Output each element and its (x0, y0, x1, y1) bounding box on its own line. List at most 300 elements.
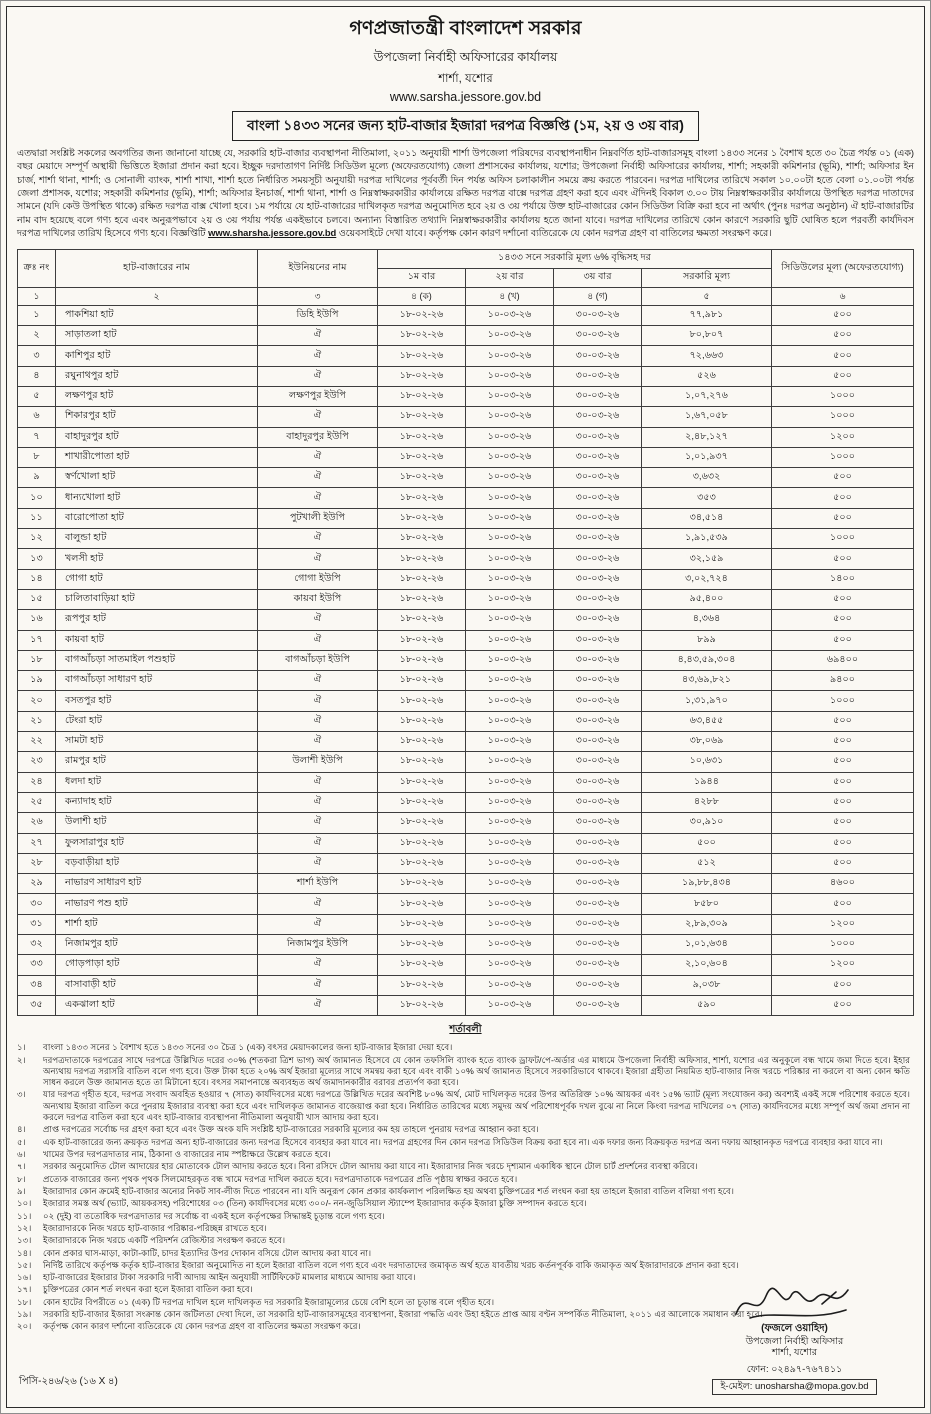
table-row (18, 569, 914, 589)
term-text: ইজারাদারকে নিজ খরচে হাট-বাজার পরিষ্কার-পরিচ্ছন্ন রাখতে হবে। (43, 1222, 267, 1233)
table-cell: ঐ (258, 995, 378, 1015)
phone-number: ফোন: ০২৪৯৭-৭৬৭৪১১ (746, 1364, 843, 1376)
table-cell: স্বর্ণখোলা হাট (56, 468, 258, 488)
table-cell: ৩৪,৫১৪ (642, 508, 772, 528)
index-cell: ৬ (772, 287, 914, 305)
table-cell: পাকশিয়া হাট (56, 305, 258, 325)
table-cell: ১৮-০২-২৬ (378, 366, 466, 386)
table-cell: ৭২,৬৬৩ (642, 346, 772, 366)
term-number: ১০। (17, 1198, 32, 1209)
table-cell: ৬৩,৪৫৫ (642, 711, 772, 731)
table-row (18, 671, 914, 691)
term-item (17, 1089, 914, 1123)
table-cell: ৩১ (18, 914, 56, 934)
table-cell: ১০,৬৩১ (642, 752, 772, 772)
table-cell: বাগআঁচড়া সাধারণ হাট (56, 671, 258, 691)
term-number: ১৮। (17, 1296, 32, 1307)
table-cell: চালিতাবাড়িয়া হাট (56, 589, 258, 609)
table-cell: ১০-০৩-২৬ (466, 711, 554, 731)
term-item (17, 1186, 914, 1197)
table-row (18, 691, 914, 711)
term-text: নির্দিষ্ট তারিখে কর্তৃপক্ষ কর্তৃক হাট-বাজার ইজারা অনুমোদিত না হলে ইজারা বাতিল বলে গণ্য হবে এবং দরদাতাদের জমাকৃত অর্থ হতে যাবতীয় খরচ কর্তনপূর্বক বাকি জমাকৃত অর্থ ইজারাদারকে প্রদান করা হবে। (43, 1259, 739, 1270)
table-cell: ১০-০৩-২৬ (466, 468, 554, 488)
table-cell: ৪ (18, 366, 56, 386)
table-row (18, 427, 914, 447)
table-cell: ১০০০ (772, 935, 914, 955)
table-cell: ২,৮৯,৩০৯ (642, 914, 772, 934)
term-text: ০২ (দুই) বা ততোধিক দরপত্রদাতার দর সর্বোচ্চ বা একই হলে কর্তৃপক্ষের সিদ্ধান্তই চূড়ান্ত বলে গণ্য হবে। (43, 1210, 385, 1221)
index-cell: ১ (18, 287, 56, 305)
table-cell: কাশিপুর হাট (56, 346, 258, 366)
table-cell: ডিহি ইউপি (258, 305, 378, 325)
table-cell: ১৮-০২-২৬ (378, 508, 466, 528)
table-cell: ১ (18, 305, 56, 325)
table-cell: ঐ (258, 326, 378, 346)
signatory-designation: উপজেলা নির্বাহী অফিসার (745, 1335, 844, 1347)
table-cell: ৫০০ (642, 833, 772, 853)
term-text: কোন হাটের বিপরীতে ০১ (এক) টি দরপত্র দাখিল হলে দাখিলকৃত দর সরকারি ইজারামূল্যের চেয়ে বেশি হলে তা চূড়ান্ত বলে গৃহীত হবে। (43, 1296, 495, 1307)
table-cell: ১৪০০ (772, 569, 914, 589)
table-cell: ১,০১,৯৩৭ (642, 447, 772, 467)
tender-table (17, 249, 914, 1016)
table-cell: গোড়পাড়া হাট (56, 955, 258, 975)
table-row (18, 732, 914, 752)
table-cell: ২৬ (18, 813, 56, 833)
table-cell: রঘুনাথপুর হাট (56, 366, 258, 386)
table-cell: ৫০০ (772, 995, 914, 1015)
table-cell: ৩০,৯১০ (642, 813, 772, 833)
table-row (18, 305, 914, 325)
term-number: ১৫। (17, 1259, 32, 1270)
table-cell: ১০-০৩-২৬ (466, 549, 554, 569)
table-cell: ১৮-০২-২৬ (378, 874, 466, 894)
term-item (17, 1211, 914, 1222)
table-cell: ৫ (18, 386, 56, 406)
table-row (18, 589, 914, 609)
term-number: ১৯। (17, 1309, 32, 1320)
tender-table-body (18, 305, 914, 1015)
table-cell: ৪৩,৬৯,৮২১ (642, 671, 772, 691)
table-cell: ১০-০৩-২৬ (466, 975, 554, 995)
table-cell: ১৮-০২-২৬ (378, 427, 466, 447)
table-row (18, 488, 914, 508)
table-cell: ১৮-০২-২৬ (378, 305, 466, 325)
table-cell: ১০-০৩-২৬ (466, 366, 554, 386)
table-cell: ১৮-০২-২৬ (378, 894, 466, 914)
table-cell: ১৮-০২-২৬ (378, 407, 466, 427)
table-row (18, 813, 914, 833)
table-cell: ৩০-০৩-২৬ (554, 894, 642, 914)
index-cell: ২ (56, 287, 258, 305)
table-cell: রামপুর হাট (56, 752, 258, 772)
term-text: কর্তৃপক্ষ কোন কারণ দর্শানো ব্যতিরেকে যে কোন দরপত্র গ্রহণ বা বাতিলের ক্ষমতা সংরক্ষণ করে। (43, 1321, 361, 1332)
table-cell: ১০-০৩-২৬ (466, 732, 554, 752)
table-cell: নিজামপুর ইউপি (258, 935, 378, 955)
table-cell: ২৮ (18, 853, 56, 873)
signatory-place: শার্শা, যশোর (772, 1347, 817, 1359)
table-cell: ৩২,১৫৯ (642, 549, 772, 569)
table-cell: ৩০-০৩-২৬ (554, 955, 642, 975)
table-cell: খলসী হাট (56, 549, 258, 569)
term-item (17, 1235, 914, 1246)
table-row (18, 853, 914, 873)
table-cell: ৩০-০৩-২৬ (554, 346, 642, 366)
term-item (17, 1042, 914, 1053)
table-cell: ধান্যখোলা হাট (56, 488, 258, 508)
table-cell: ১,৯১,৫৩৯ (642, 529, 772, 549)
index-cell: ৫ (642, 287, 772, 305)
table-cell: সাড়াতলা হাট (56, 326, 258, 346)
term-item (17, 1124, 914, 1135)
term-text: প্রত্যেক বাজারের জন্য পৃথক পৃথক সিলমোহরকৃত বন্ধ খামে দরপত্র দাখিল করতে হবে। দরপত্রদাতাকে দরপত্রের প্রতি পৃষ্ঠায় স্বাক্ষর করতে হবে। (43, 1173, 518, 1184)
index-cell: ৪ (ক) (378, 287, 466, 305)
table-cell: ঐ (258, 955, 378, 975)
table-cell: ৩০-০৩-২৬ (554, 508, 642, 528)
table-cell: ১৮-০২-২৬ (378, 589, 466, 609)
table-cell: ৬ (18, 407, 56, 427)
table-row (18, 630, 914, 650)
table-cell: ৩০-০৩-২৬ (554, 589, 642, 609)
term-item (17, 1149, 914, 1160)
term-item (17, 1055, 914, 1089)
table-row (18, 833, 914, 853)
table-cell: ৪,৩৬৪ (642, 610, 772, 630)
table-cell: গোগা ইউপি (258, 569, 378, 589)
table-cell: ১০০০ (772, 447, 914, 467)
table-cell: ৩০-০৩-২৬ (554, 610, 642, 630)
table-cell: ঐ (258, 711, 378, 731)
table-row (18, 610, 914, 630)
table-row (18, 752, 914, 772)
table-cell: ৩,০২,৭২৪ (642, 569, 772, 589)
table-cell: ১৮-০২-২৬ (378, 732, 466, 752)
table-cell: ১৮-০২-২৬ (378, 386, 466, 406)
table-cell: শিকারপুর হাট (56, 407, 258, 427)
table-cell: ৮৯৯ (642, 630, 772, 650)
table-cell: ১০-০৩-২৬ (466, 792, 554, 812)
table-cell: ঐ (258, 853, 378, 873)
table-cell: বাহাদুরপুর ইউপি (258, 427, 378, 447)
table-cell: ১৮-০২-২৬ (378, 792, 466, 812)
term-item (17, 1260, 914, 1271)
table-cell: ১,৬৭,০৫৮ (642, 407, 772, 427)
table-cell: ৩০-০৩-২৬ (554, 813, 642, 833)
table-cell: ১৮-০২-২৬ (378, 914, 466, 934)
table-cell: ১০-০৩-২৬ (466, 874, 554, 894)
table-cell: ঐ (258, 671, 378, 691)
table-cell: ৩০-০৩-২৬ (554, 752, 642, 772)
table-cell: ৫২৬ (642, 366, 772, 386)
table-row (18, 549, 914, 569)
table-cell: লক্ষণপুর হাট (56, 386, 258, 406)
table-cell: ঐ (258, 610, 378, 630)
col-govt-value: সরকারি মূল্য (642, 268, 772, 287)
table-cell: ১০-০৩-২৬ (466, 894, 554, 914)
table-cell: ৩০-০৩-২৬ (554, 772, 642, 792)
table-cell: বসতপুর হাট (56, 691, 258, 711)
table-cell: ১০-০৩-২৬ (466, 671, 554, 691)
table-cell: ঐ (258, 833, 378, 853)
table-cell: ১৯,৮৮,৪৩৪ (642, 874, 772, 894)
table-cell: ঐ (258, 772, 378, 792)
table-cell: ১০০০ (772, 691, 914, 711)
press-code: পিসি-২৪৬/২৬ (১৬ X ৪) (19, 1376, 118, 1387)
table-cell: ২২ (18, 732, 56, 752)
table-cell: বাহাদুরপুর হাট (56, 427, 258, 447)
term-text: খামের উপর দরপত্রদাতার নাম, ঠিকানা ও বাজারের নাম স্পষ্টাক্ষরে উল্লেখ করতে হবে। (43, 1149, 331, 1159)
table-cell: ৫০০ (772, 792, 914, 812)
table-cell: পুটখালী ইউপি (258, 508, 378, 528)
table-cell: ১০-০৩-২৬ (466, 386, 554, 406)
table-cell: ফুলসারাপুর হাট (56, 833, 258, 853)
table-cell: ৩০-০৩-২৬ (554, 630, 642, 650)
table-row (18, 955, 914, 975)
table-row (18, 326, 914, 346)
table-cell: ঐ (258, 894, 378, 914)
office-name: উপজেলা নির্বাহী অফিসারের কার্যালয় (373, 50, 558, 64)
table-cell: ৫০০ (772, 305, 914, 325)
term-number: ২। (17, 1054, 26, 1065)
table-cell: ৯৪০০ (772, 671, 914, 691)
government-title: গণপ্রজাতন্ত্রী বাংলাদেশ সরকার (349, 18, 582, 39)
table-cell: ঐ (258, 346, 378, 366)
table-cell: ৫০০ (772, 853, 914, 873)
table-cell: ১৮-০২-২৬ (378, 935, 466, 955)
table-cell: ৫১২ (642, 853, 772, 873)
table-row (18, 874, 914, 894)
table-cell: কায়বা ইউপি (258, 589, 378, 609)
table-cell: টেংরা হাট (56, 711, 258, 731)
table-cell: ১২০০ (772, 955, 914, 975)
table-cell: ৩০-০৩-২৬ (554, 529, 642, 549)
table-cell: ৩০-০৩-২৬ (554, 488, 642, 508)
table-row (18, 346, 914, 366)
table-cell: ১৮-০২-২৬ (378, 326, 466, 346)
table-cell: ১০-০৩-২৬ (466, 650, 554, 670)
table-cell: ১৮-০২-২৬ (378, 691, 466, 711)
table-cell: ১৮-০২-২৬ (378, 995, 466, 1015)
table-cell: ৫০০ (772, 326, 914, 346)
table-cell: ৩০-০৩-২৬ (554, 386, 642, 406)
table-cell: ২১ (18, 711, 56, 731)
table-cell: ৩০-০৩-২৬ (554, 935, 642, 955)
table-cell: ১০০০ (772, 529, 914, 549)
table-cell: ১৮-০২-২৬ (378, 813, 466, 833)
table-cell: ৩০-০৩-২৬ (554, 407, 642, 427)
table-cell: ধলদা হাট (56, 772, 258, 792)
table-cell: ১০-০৩-২৬ (466, 529, 554, 549)
table-cell: উলাশী হাট (56, 813, 258, 833)
table-cell: ২৩ (18, 752, 56, 772)
table-cell: ৩৫ (18, 995, 56, 1015)
table-cell: ৩০ (18, 894, 56, 914)
table-cell: ১০০০ (772, 386, 914, 406)
table-cell: ৭৭,৯৮১ (642, 305, 772, 325)
col-group-1433-rate: ১৪৩৩ সনে সরকারি মূল্য ৬% বৃদ্ধিসহ দর (378, 249, 772, 268)
email-address: ই-মেইল: unosharsha@mopa.gov.bd (712, 1379, 876, 1395)
table-cell: ১৮-০২-২৬ (378, 468, 466, 488)
table-cell: ১০০০ (772, 407, 914, 427)
table-cell: ১৮-০২-২৬ (378, 975, 466, 995)
tender-table-header (18, 249, 914, 305)
table-cell: ১৮-০২-২৬ (378, 772, 466, 792)
table-cell: ৩০-০৩-২৬ (554, 833, 642, 853)
table-cell: ১০-০৩-২৬ (466, 427, 554, 447)
table-cell: ৫৯০ (642, 995, 772, 1015)
table-cell: ১০-০৩-২৬ (466, 326, 554, 346)
table-cell: ৩০-০৩-২৬ (554, 732, 642, 752)
notice-title-wrap (17, 111, 914, 141)
term-item (17, 1248, 914, 1259)
table-cell: ১০-০৩-২৬ (466, 853, 554, 873)
table-cell: ঐ (258, 792, 378, 812)
table-cell: ৩০-০৩-২৬ (554, 366, 642, 386)
term-number: ১২। (17, 1222, 32, 1233)
table-cell: ১০-০৩-২৬ (466, 305, 554, 325)
term-number: ৪। (17, 1124, 26, 1135)
table-cell: ৩০-০৩-২৬ (554, 914, 642, 934)
table-row (18, 935, 914, 955)
table-cell: ৫০০ (772, 732, 914, 752)
table-cell: ১৮-০২-২৬ (378, 529, 466, 549)
term-text: সরকারি হাট-বাজার ইজারা সংক্রান্ত কোন জটিলতা দেখা দিলে, তা সরকারি হাট-বাজারসমূহের ব্যবস্থাপনা, ইজারা পদ্ধতি এবং উহা হইতে প্রাপ্ত আয় বণ্টন সম্পর্কিত নীতিমালা, ২০১১ এর আলোকে সমাধান করা হবে। (43, 1309, 763, 1320)
term-item (17, 1198, 914, 1209)
col-serial: ক্রঃ নং (18, 249, 56, 287)
table-cell: ৩০-০৩-২৬ (554, 691, 642, 711)
term-text: দরপত্রদাতাকে দরপত্রের সাথে দরপত্রে উল্লিখিত দরের ৩০% (শতকরা ত্রিশ ভাগ) অর্থ জামানত হিসেবে যে কোন তফসিলি ব্যাংক হতে ব্যাংক ড্রাফট/পে-অর্ডার এর মাধ্যমে উপজেলা নির্বাহী অফিসার, শার্শা, যশোর এর অনুকূলে বন্ধ খামে জমা দিতে হবে। ইহার অন্যথায় দরপত্র সরাসরি বাতিল বলে গণ্য হবে। উক্ত টাকা হতে ২০% অর্থ ইজারা মূল্যের সাথে সমন্বয় করা হবে এবং বাকী ১০% অর্থ জামানত হিসেবে সরকারিভাবে থাকবে। ইজারা গ্রহীতা নিয়মিত হাট-বাজার নিজ খরচে পরিষ্কার না করলে বা অন্য কোন ক্ষতি সাধন করলে উক্ত জামানত হতে তা মিটানো হবে। বৎসর সমাপনান্তে অব্যবহৃত অর্থ জমাদানকারীর বরাবর প্রত্যর্পণ করা হবে। (43, 1054, 910, 1088)
table-cell: ১৮-০২-২৬ (378, 711, 466, 731)
table-cell: সামটা হাট (56, 732, 258, 752)
table-row (18, 447, 914, 467)
table-cell: ২৭ (18, 833, 56, 853)
table-cell: ঐ (258, 630, 378, 650)
table-cell: ঐ (258, 468, 378, 488)
table-cell: শার্শা ইউপি (258, 874, 378, 894)
table-cell: ১৮-০২-২৬ (378, 447, 466, 467)
table-cell: ৯৫,৪০০ (642, 589, 772, 609)
col-schedule-price: সিডিউলের মূল্য (অফেরতযোগ্য) (772, 249, 914, 287)
table-cell: ১,০৭,২৭৬ (642, 386, 772, 406)
table-cell: ৫০০ (772, 366, 914, 386)
table-cell: বালুন্ডা হাট (56, 529, 258, 549)
table-cell: ঐ (258, 366, 378, 386)
table-cell: ১০-০৩-২৬ (466, 813, 554, 833)
table-cell: একঝালা হাট (56, 995, 258, 1015)
table-cell: ৩,৬৩২ (642, 468, 772, 488)
table-cell: ১০-০৩-২৬ (466, 914, 554, 934)
table-cell: বারোপোতা হাট (56, 508, 258, 528)
table-row (18, 529, 914, 549)
table-cell: ৫০০ (772, 589, 914, 609)
table-cell: ১৮-০২-২৬ (378, 671, 466, 691)
term-text: ইজারার সমস্ত অর্থ (ভ্যাট, আয়করসহ) পরিশোধের ০৩ (তিন) কার্যদিবসের মধ্যে ৩০০/- নন-জুডিসিয়াল স্ট্যাম্পে ইজারাদার কর্তৃক ইজারা চুক্তি সম্পাদন করতে হবে। (43, 1198, 587, 1209)
table-cell: ৫০০ (772, 894, 914, 914)
table-cell: ১৮-০২-২৬ (378, 955, 466, 975)
table-cell: ৫০০ (772, 508, 914, 528)
terms-title: শর্তাবলী (449, 1024, 482, 1036)
term-text: ইজারাদারকে নিজ খরচে একটি পরিদর্শন রেজিস্টার সংরক্ষণ করতে হবে। (43, 1235, 286, 1246)
col-second-round: ২য় বার (466, 268, 554, 287)
term-number: ১৪। (17, 1247, 32, 1258)
document-header (17, 14, 914, 104)
table-row (18, 995, 914, 1015)
table-cell: ১,৩১,৯৭০ (642, 691, 772, 711)
term-text: যার দরপত্র গৃহীত হবে, দরপত্র সংবাদ অবহিত হওয়ার ৭ (সাত) কার্যদিবসের মধ্যে দরপত্রে উল্লিখিত দরের অবশিষ্ট ৮০% অর্থ, মোট দাখিলকৃত দরের উপর অতিরিক্ত ১০% আয়কর এবং ১৫% ভ্যাট (মূল্য সংযোজন কর) অবশ্যই একই সঙ্গে পরিশোধ করতে হবে। অন্যথায় ইজারা বাতিল করে পুনরায় ইজারার ব্যবস্থা করা হবে এবং দাখিলকৃত জামানত বাজেয়াপ্ত করা হবে। নির্ধারিত তারিখের মধ্যে সমুদয় অর্থ পরিশোধপূর্বক দখল বুঝে না নিলে কিংবা দরপত্র দাখিলের ০৭ (সাত) কার্যদিবসের মধ্যে সম্পূর্ণ অর্থ জমা প্রদান না করলে দরপত্র বাতিল করা হবে এবং হাট-বাজার ব্যবস্থাপনা নীতিমালা অনুযায়ী খাস আদায় করা হবে। (43, 1089, 910, 1123)
table-row (18, 914, 914, 934)
table-cell: বড়বাড়ীয়া হাট (56, 853, 258, 873)
table-cell: নিজামপুর হাট (56, 935, 258, 955)
table-cell: ১০-০৩-২৬ (466, 691, 554, 711)
table-cell: ২,৪৮,১২৭ (642, 427, 772, 447)
office-place: শার্শা, যশোর (438, 73, 493, 85)
table-cell: ৮০,৮০৭ (642, 326, 772, 346)
intro-text-1: এতদ্বারা সংশ্লিষ্ট সকলের অবগতির জন্য জানানো যাচ্ছে যে, সরকারি হাট-বাজার ব্যবস্থাপনা নীতিমালা, ২০১১ অনুযায়ী শার্শা উপজেলা পরিষদের ব্যবস্থাপনাধীন নিম্নবর্ণিত হাট-বাজারসমূহ বাংলা ১৪৩৩ সনের ১ বৈশাখ হতে ৩০ চৈত্র পর্যন্ত ০১ (এক) বছর মেয়াদে সম্পূর্ণ অস্থায়ী ভিত্তিতে ইজারা প্রদান করা হবে। ইচ্ছুক দরদাতাগণ নির্দিষ্ট সিডিউল মূল্যে (অফেরতযোগ্য) জেলা প্রশাসকের কার্যালয়, যশোর; উপজেলা নির্বাহী অফিসারের কার্যালয়, শার্শা; সহকারী কমিশনার (ভূমি), শার্শা; অফিসার ইন চার্জ, শার্শা থানা, শার্শা; ও সোনালী ব্যাংক, শার্শা শাখা, শার্শা হতে নির্ধারিত সময়সূচী অনুযায়ী দরপত্র দাখিলের পূর্ববর্তী দিন পর্যন্ত অফিস চলাকালীন সময়ে ক্রয় করতে পারবেন। দরপত্র দাখিলের তারিখে সকাল ১০.০০টা হতে বেলা ০১.০০টা পর্যন্ত জেলা প্রশাসক, যশোর; সহকারী কমিশনার (ভূমি), শার্শা; অফিসার ইনচার্জ, শার্শা থানা, শার্শা ও নিম্নস্বাক্ষরকারীর কার্যালয়ে রক্ষিত দরপত্র বাক্সে দরপত্র গ্রহণ করা হবে এবং ঐদিনই বিকাল ৩.০০ টায় নিম্নস্বাক্ষরকারীর কার্যালয়ে উপস্থিত দরপত্র দাতাদের সামনে (যদি কেউ উপস্থিত থাকে) রক্ষিত দরপত্র বাক্স খোলা হবে। ১ম পর্যায়ে যে হাট-বাজারের দাখিলকৃত দরপত্র অনুমোদিত হবে ২য় ও ৩য় পর্যায়ে উক্ত হাট-বাজারের কোন সিডিউল বিক্রি করা হবে না অর্থাৎ (পুনঃ দরপত্র অনুষ্ঠান) ঐ হাট-বাজারটির নাম বাদ হয়েছে বলে গণ্য হবে এবং অনুরূপভাবে ২য় ও ৩য় পর্যায় পর্যন্ত একইভাবে চলবে। অন্যান্য বিস্তারিত তথ্যাদি নিম্নস্বাক্ষরকারীর কার্যালয় হতে জানা যাবে। দরপত্র দাখিলের তারিখে কোন কারণে সরকারি ছুটি ঘোষিত হলে পরবর্তী কার্যদিবস দরপত্র দাখিলের তারিখ হিসেবে গণ্য হবে। বিজ্ঞপ্তিটি (17, 147, 914, 239)
table-cell: ১০-০৩-২৬ (466, 752, 554, 772)
table-cell: ৩০-০৩-২৬ (554, 711, 642, 731)
term-number: ১১। (17, 1210, 32, 1221)
table-cell: কন্যাদাহ হাট (56, 792, 258, 812)
table-cell: ৩০-০৩-২৬ (554, 650, 642, 670)
term-text: কোন প্রকার ঘাস-মাড়া, কাটা-কাটি, চাদর ইত্যাদির উপর দোকান বসিয়ে টোল আদায় করা যাবে না। (43, 1247, 372, 1258)
table-cell: ঐ (258, 447, 378, 467)
table-cell: ১৯ (18, 671, 56, 691)
table-cell: ১০-০৩-২৬ (466, 955, 554, 975)
table-cell: ২৫ (18, 792, 56, 812)
table-cell: রূপপুর হাট (56, 610, 258, 630)
term-number: ১৩। (17, 1235, 32, 1246)
table-row (18, 975, 914, 995)
table-cell: ১০-০৩-২৬ (466, 407, 554, 427)
table-cell: ঐ (258, 732, 378, 752)
table-cell: ১০-০৩-২৬ (466, 447, 554, 467)
table-cell: ২৯ (18, 874, 56, 894)
table-cell: ৩৪ (18, 975, 56, 995)
signature-block (687, 1280, 902, 1395)
table-cell: ৫০০ (772, 488, 914, 508)
table-cell: ঐ (258, 914, 378, 934)
table-cell: ৩০-০৩-২৬ (554, 549, 642, 569)
term-text: ইজারাদার কোন ক্রমেই হাট-বাজার অন্যের নিকট সাব-লীজ দিতে পারবেন না। যদি অনুরূপ কোন প্রকার কার্যকলাপ পরিলক্ষিত হয় অথবা চুক্তিপত্রের শর্ত লংঘন করা হয় তাহলে ইজারা বাতিল বলিয়া গণ্য হবে। (43, 1185, 734, 1196)
table-cell: ঐ (258, 813, 378, 833)
table-row (18, 468, 914, 488)
column-index-row (18, 287, 914, 305)
table-cell: ১০-০৩-২৬ (466, 630, 554, 650)
table-cell: ৬৯৪০০ (772, 650, 914, 670)
table-cell: ঐ (258, 549, 378, 569)
table-cell: ১৫ (18, 589, 56, 609)
table-cell: ১০-০৩-২৬ (466, 995, 554, 1015)
term-number: ১। (17, 1042, 26, 1053)
term-text: প্রাপ্ত দরপত্রের সর্বোচ্চ দর গ্রহণ করা হবে এবং উক্ত অংক যদি সংশ্লিষ্ট হাট-বাজারের সরকারি মূল্যের কম হয় তাহলে পুনরায় দরপত্র আহ্বান করা হবে। (43, 1124, 539, 1135)
table-cell: ১০-০৩-২৬ (466, 833, 554, 853)
table-cell: ৩০-০৩-২৬ (554, 874, 642, 894)
table-cell: ৩০-০৩-২৬ (554, 995, 642, 1015)
header-website: www.sarsha.jessore.gov.bd (389, 90, 542, 104)
table-cell: ১৮-০২-২৬ (378, 569, 466, 589)
table-cell: ৩০-০৩-২৬ (554, 326, 642, 346)
table-cell: ৫০০ (772, 772, 914, 792)
term-number: ৮। (17, 1173, 26, 1184)
table-cell: ৭ (18, 427, 56, 447)
term-item (17, 1137, 914, 1148)
table-cell: ১,০১,৬৩৪ (642, 935, 772, 955)
table-cell: ৫০০ (772, 975, 914, 995)
table-cell: বাগআঁচড়া সাতমাইল পশুহাট (56, 650, 258, 670)
table-cell: উলাশী ইউপি (258, 752, 378, 772)
table-cell: ১০-০৩-২৬ (466, 589, 554, 609)
table-cell: ৫০০ (772, 468, 914, 488)
table-cell: নাভারণ পশু হাট (56, 894, 258, 914)
